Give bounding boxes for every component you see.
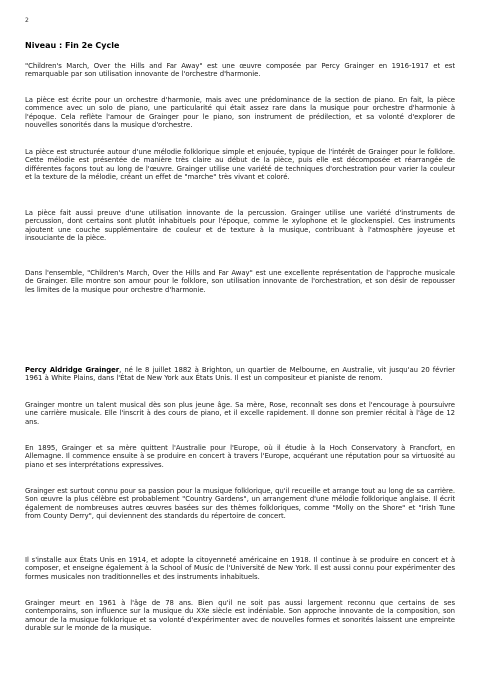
biography-paragraph-2 <box>25 444 455 469</box>
paragraph: Il s'installe aux États Unis en 1914, et adopte la citoyenneté américaine en 1918. Il continue à se produire en concert et à composer, et enseigne également à la School of Music de l'Université de New York. Il est aussi connu pour expérimenter des formes musicales non traditionnelles et des instruments inhabituels. <box>25 556 455 581</box>
paragraph: La pièce est écrite pour un orchestre d'harmonie, mais avec une prédominance de la section de piano. En fait, la pièce commence avec un solo de piano, une particularité qui était assez rare dans la musique pour orchestre d'harmonie à l'époque. Cela reflète l'amour de Grainger pour le piano, son instrument de prédilection, et sa volonté d'explorer de nouvelles sonorités dans la musique d'orchestre. <box>25 96 455 130</box>
biography-intro <box>25 366 455 383</box>
page-number: 2 <box>25 17 29 24</box>
biography-paragraph-4 <box>25 556 455 581</box>
paragraph <box>25 366 455 383</box>
paragraph: "Children's March, Over the Hills and Far Away" est une œuvre composée par Percy Grainger en 1916-1917 et est remarquable par son utilisation innovante de l'orchestre d'harmonie. <box>25 62 455 79</box>
description-paragraph-4 <box>25 209 455 243</box>
biography-paragraph-1 <box>25 401 455 426</box>
composer-name: Percy Aldridge Grainger <box>25 366 120 374</box>
paragraph: Dans l'ensemble, "Children's March, Over the Hills and Far Away" est une excellente représentation de l'approche musicale de Grainger. Elle montre son amour pour le folklore, son utilisation innovante de l'orchestration, et son désir de repousser les limites de la musique pour orchestre d'harmonie. <box>25 269 455 294</box>
paragraph: Grainger montre un talent musical dès son plus jeune âge. Sa mère, Rose, reconnaît ses dons et l'encourage à poursuivre une carrière musicale. Elle l'inscrit à des cours de piano, et il excelle rapidement. Il donne son premier récital à l'âge de 12 ans. <box>25 401 455 426</box>
biography-paragraph-5 <box>25 599 455 633</box>
description-paragraph-5 <box>25 269 455 294</box>
description-paragraph-2 <box>25 96 455 130</box>
level-heading: Niveau : Fin 2e Cycle <box>25 41 120 50</box>
description-paragraph-1 <box>25 62 455 79</box>
paragraph: En 1895, Grainger et sa mère quittent l'Australie pour l'Europe, où il étudie à la Hoch Conservatory à Francfort, en Allemagne. Il commence ensuite à se produire en concert à travers l'Europe, acquérant une réputation pour sa virtuosité au piano et ses interprétations expressives. <box>25 444 455 469</box>
biography-paragraph-3 <box>25 487 455 521</box>
description-paragraph-3 <box>25 148 455 182</box>
paragraph: La pièce fait aussi preuve d'une utilisation innovante de la percussion. Grainger utilise une variété d'instruments de percussion, dont certains sont plutôt inhabituels pour l'époque, comme le xylophone et le glockenspiel. Ces instruments ajoutent une couche supplémentaire de couleur et de texture à la musique, contribuant à l'atmosphère joyeuse et insouciante de la pièce. <box>25 209 455 243</box>
paragraph: Grainger meurt en 1961 à l'âge de 78 ans. Bien qu'il ne soit pas aussi largement reconnu que certains de ses contemporains, son influence sur la musique du XXe siècle est indéniable. Son approche innovante de la composition, son amour de la musique folklorique et sa volonté d'expérimenter avec de nouvelles formes et sonorités laissent une empreinte durable sur le monde de la musique. <box>25 599 455 633</box>
paragraph: La pièce est structurée autour d'une mélodie folklorique simple et enjouée, typique de l'intérêt de Grainger pour le folklore. Cette mélodie est présentée de manière très claire au début de la pièce, puis elle est décomposée et réarrangée de différentes façons tout au long de l'œuvre. Grainger utilise une variété de techniques d'orchestration pour varier la couleur et la texture de la mélodie, créant un effet de "marche" très vivant et coloré. <box>25 148 455 182</box>
paragraph: Grainger est surtout connu pour sa passion pour la musique folklorique, qu'il recueille et arrange tout au long de sa carrière. Son œuvre la plus célèbre est probablement "Country Gardens", un arrangement d'une mélodie folklorique anglaise. Il écrit également de nombreuses autres œuvres basées sur des thèmes folkloriques, comme "Molly on the Shore" et "Irish Tune from County Derry", qui deviennent des standards du répertoire de concert. <box>25 487 455 521</box>
intro-text: , né le 8 juillet 1882 à Brighton, un quartier de Melbourne, en Australie, vit jusqu'au 20 février 1961 à White Plains, dans l'État de New York aux États Unis. Il est un compositeur et pianiste de renom. <box>25 366 455 383</box>
